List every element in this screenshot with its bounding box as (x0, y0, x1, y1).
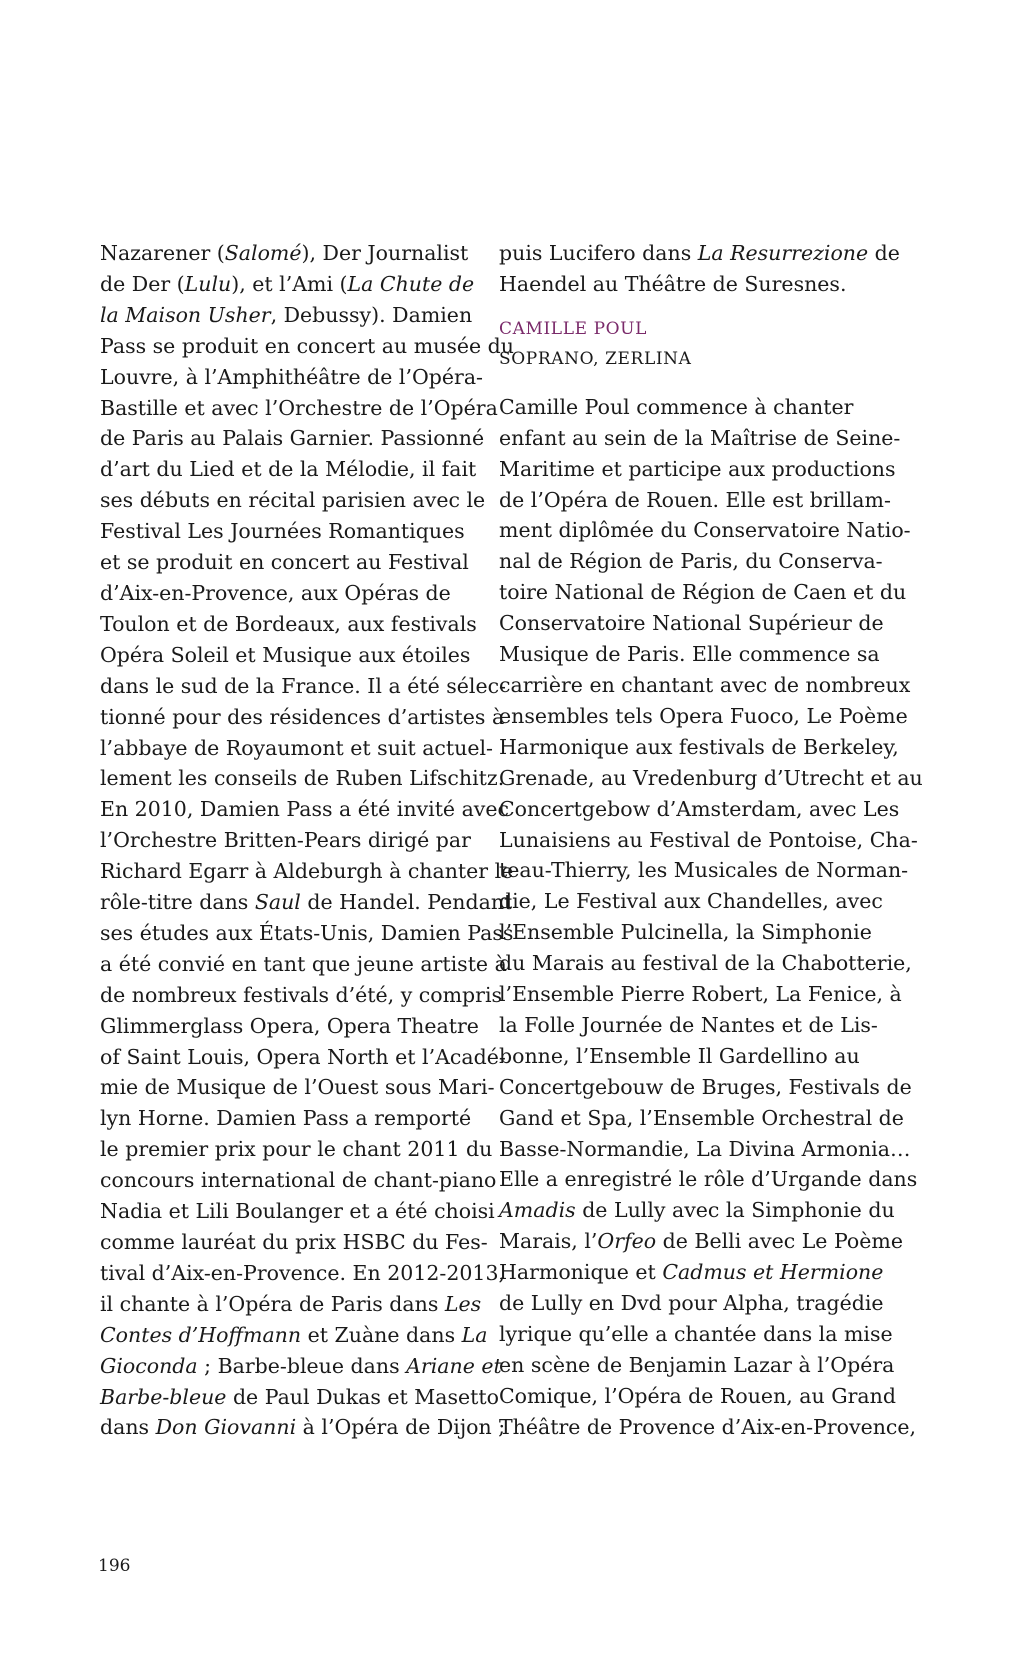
text-line: teau-Thierry, les Musicales de Norman- (499, 858, 909, 883)
text-line: Pass se produit en concert au musée du (100, 333, 514, 358)
text-line: tionné pour des résidences d’artistes à (100, 704, 505, 729)
text-line: Haendel au Théâtre de Suresnes. (499, 271, 847, 296)
text-line: l’Ensemble Pierre Robert, La Fenice, à (499, 982, 902, 1007)
text-line: Contes d’Hoffmann et Zuàne dans La (100, 1322, 488, 1347)
text-line: En 2010, Damien Pass a été invité avec (100, 797, 509, 822)
text-line: rôle-titre dans Saul de Handel. Pendant (100, 890, 513, 915)
text-line: Elle a enregistré le rôle d’Urgande dans (499, 1167, 918, 1192)
text-line: de nombreux festivals d’été, y compris (100, 982, 503, 1007)
text-line: Amadis de Lully avec la Simphonie du (499, 1198, 895, 1223)
text-line: Marais, l’Orfeo de Belli avec Le Poème (499, 1229, 903, 1254)
text-line: a été convié en tant que jeune artiste à (100, 951, 507, 976)
text-line: Nazarener (Salomé), Der Journalist (100, 241, 469, 265)
section-role: SOPRANO, ZERLINA (499, 348, 692, 369)
text-line: dans le sud de la France. Il a été sélec- (100, 673, 506, 698)
text-line: Comique, l’Opéra de Rouen, au Grand (499, 1383, 896, 1408)
text-line: ensembles tels Opera Fuoco, Le Poème (499, 703, 908, 728)
text-line: de Paris au Palais Garnier. Passionné (100, 426, 485, 451)
text-line: Opéra Soleil et Musique aux étoiles (100, 642, 471, 667)
page-number: 196 (98, 1556, 131, 1576)
text-line: la Folle Journée de Nantes et de Lis- (499, 1012, 878, 1037)
right-column (499, 238, 923, 1443)
text-line: ses études aux États-Unis, Damien Pass (100, 920, 514, 945)
text-line: il chante à l’Opéra de Paris dans Les (100, 1291, 482, 1316)
text-line: Richard Egarr à Aldeburgh à chanter le (100, 859, 514, 884)
text-line: du Marais au festival de la Chabotterie, (499, 951, 912, 976)
text-line: d’Aix-en-Provence, aux Opéras de (100, 580, 451, 605)
text-line: Harmonique et Cadmus et Hermione (499, 1260, 884, 1285)
text-line: Festival Les Journées Romantiques (100, 519, 465, 544)
text-line: Musique de Paris. Elle commence sa (499, 642, 880, 667)
text-line: le premier prix pour le chant 2011 du (100, 1137, 493, 1162)
text-line: de l’Opéra de Rouen. Elle est brillam- (499, 487, 891, 512)
text-line: enfant au sein de la Maîtrise de Seine- (499, 425, 901, 450)
text-line: Concertgebouw de Bruges, Festivals de (499, 1074, 912, 1099)
text-line: l’abbaye de Royaumont et suit actuel- (100, 735, 493, 760)
text-line: nal de Région de Paris, du Conserva- (499, 549, 883, 574)
right-intro (499, 238, 900, 300)
text-line: en scène de Benjamin Lazar à l’Opéra (499, 1352, 895, 1377)
right-body (499, 392, 923, 1443)
text-line: puis Lucifero dans La Resurrezione de (499, 241, 900, 265)
text-line: Basse-Normandie, La Divina Armonia… (499, 1136, 911, 1161)
text-line: Toulon et de Bordeaux, aux festivals (100, 611, 477, 636)
text-line: Gand et Spa, l’Ensemble Orchestral de (499, 1105, 904, 1130)
text-line: lyn Horne. Damien Pass a remporté (100, 1106, 472, 1131)
text-line: et se produit en concert au Festival (100, 550, 469, 575)
text-line: Lunaisiens au Festival de Pontoise, Cha- (499, 827, 918, 852)
text-line: Conservatoire National Supérieur de (499, 611, 884, 636)
text-line: Nadia et Lili Boulanger et a été choisi (100, 1199, 495, 1224)
text-line: Maritime et participe aux productions (499, 456, 896, 481)
section-name: CAMILLE POUL (499, 318, 647, 339)
text-line: carrière en chantant avec de nombreux (499, 672, 911, 697)
text-line: Glimmerglass Opera, Opera Theatre (100, 1013, 479, 1038)
left-column (100, 238, 514, 1443)
text-line: Camille Poul commence à chanter (499, 394, 854, 419)
text-line: Bastille et avec l’Orchestre de l’Opéra (100, 395, 498, 420)
text-line: Gioconda ; Barbe-bleue dans Ariane et (100, 1353, 502, 1378)
text-line: Théâtre de Provence d’Aix-en-Provence, (499, 1414, 917, 1439)
text-line: Grenade, au Vredenburg d’Utrecht et au (499, 765, 923, 790)
text-line: de Der (Lulu), et l’Ami (La Chute de (100, 271, 475, 296)
text-line: tival d’Aix-en-Provence. En 2012-2013, (100, 1260, 506, 1285)
text-line: dans Don Giovanni à l’Opéra de Dijon ; (100, 1415, 506, 1440)
text-line: concours international de chant-piano (100, 1168, 497, 1193)
text-line: lyrique qu’elle a chantée dans la mise (499, 1322, 893, 1346)
text-line: ment diplômée du Conservatoire Natio- (499, 518, 911, 543)
text-line: ses débuts en récital parisien avec le (100, 488, 486, 513)
text-line: de Lully en Dvd pour Alpha, tragédie (499, 1291, 884, 1316)
text-line: d’art du Lied et de la Mélodie, il fait (100, 457, 477, 482)
text-line: bonne, l’Ensemble Il Gardellino au (499, 1043, 860, 1068)
text-line: lement les conseils de Ruben Lifschitz. (100, 766, 505, 791)
text-line: comme lauréat du prix HSBC du Fes- (100, 1230, 488, 1254)
text-line: die, Le Festival aux Chandelles, avec (499, 889, 883, 914)
text-line: mie de Musique de l’Ouest sous Mari- (100, 1075, 495, 1100)
text-line: Louvre, à l’Amphithéâtre de l’Opéra- (100, 364, 483, 389)
text-line: Barbe-bleue de Paul Dukas et Masetto (100, 1384, 499, 1409)
text-line: l’Ensemble Pulcinella, la Simphonie (499, 920, 872, 945)
text-line: l’Orchestre Britten-Pears dirigé par (100, 828, 471, 853)
text-line: la Maison Usher, Debussy). Damien (100, 302, 473, 327)
text-line: Harmonique aux festivals de Berkeley, (499, 734, 899, 759)
text-line: toire National de Région de Caen et du (499, 580, 907, 605)
text-line: Concertgebow d’Amsterdam, avec Les (499, 796, 900, 821)
text-line: of Saint Louis, Opera North et l’Acadé- (100, 1044, 506, 1069)
